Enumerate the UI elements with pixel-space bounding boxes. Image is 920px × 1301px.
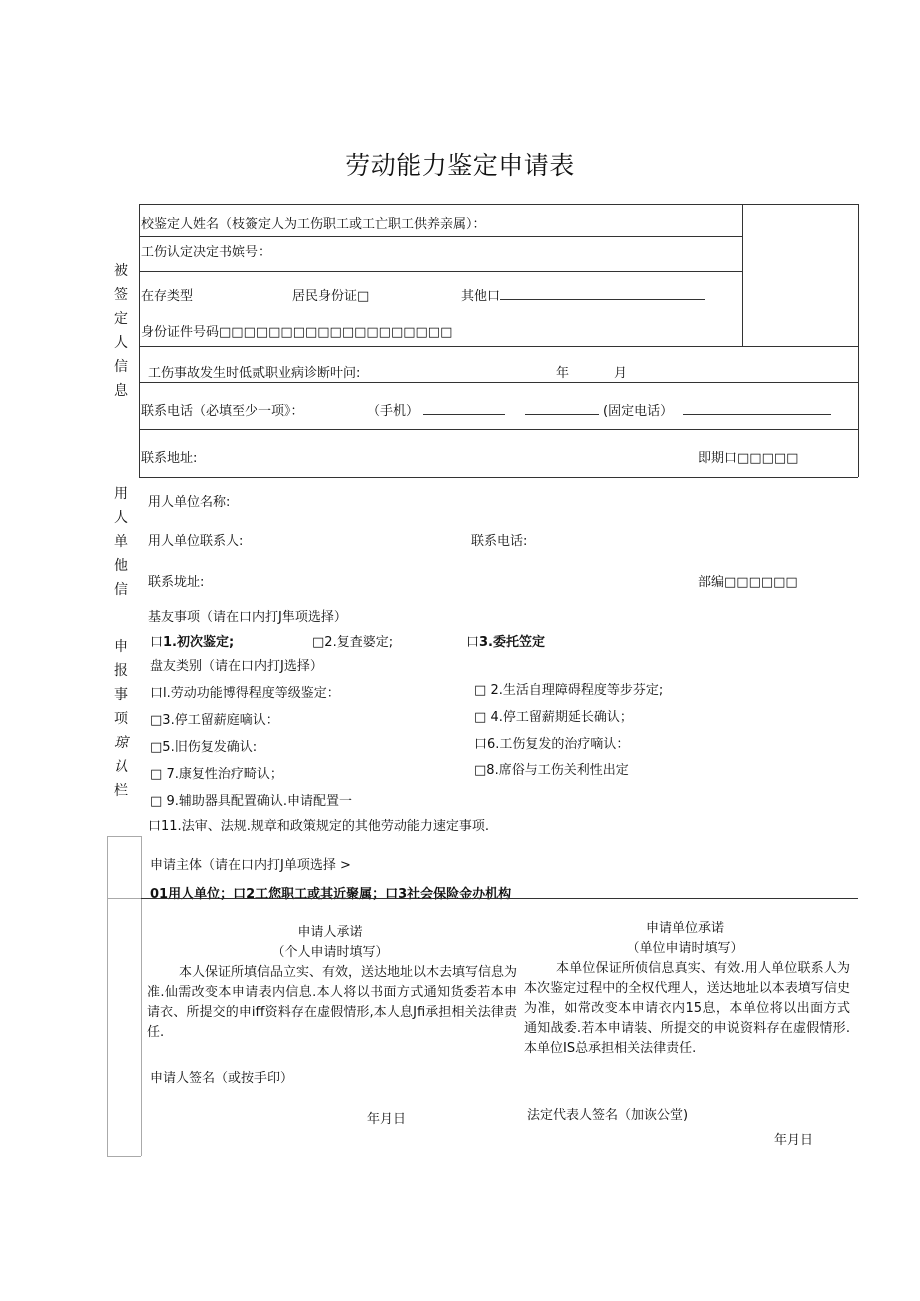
checkbox[interactable]: □ [474,683,487,698]
category-item[interactable]: □ 7.康复性治疗畸认； [150,767,283,782]
matters-section-label: 申 报 事 项 琼 认 栏 [114,639,128,799]
mobile-field[interactable]: （手机） [367,400,505,419]
category-item-cut[interactable]: □8.席俗与工伤关利性出定 [474,763,629,778]
row-line [139,429,858,430]
personal-promise-text: 本人保证所填信品立实、有效，送达地址以木去填写信息为准.仙需改变本申请表内信息.本人将以书面方式通知货委若本申请衣、所提交的申iff资料存在虚假情形,本人息Jfi承担相关法律责任. [147,965,518,1040]
unit-promise-subtitle: （单位申请时填写） [626,941,744,956]
id-number-field[interactable]: 身份证件号码□□□□□□□□□□□□□□□□□□□ [141,325,453,340]
employer-address-label: 联系垅址: [148,575,205,590]
id-option-resident-card[interactable]: 居民身份证□ [292,289,370,304]
form-title: 劳动能力鉴定申请表 [345,151,575,180]
checkbox[interactable]: 口 [148,819,162,834]
applicant-subject-options[interactable]: 01用人单位；口2工您职工或其近聚属；口3社会保险金办机构 [150,887,512,902]
id-option-other[interactable]: 其他口 [461,285,705,304]
table-border-right [858,204,859,477]
row-line [139,346,858,347]
employer-phone-label: 联系电话: [471,534,528,549]
unit-promise-text: 本单位保证所侦信息真实、有效.用人单位联系人为本次鉴定过程中的全权代理人，送达地址以本表墳写信史为准，如常改变本申请衣内15息，本单位将以出面方式通知战委.若本申请装、所提交的申说资料存在虚假情形.本单位IS总承担相关法律责任. [524,961,850,1056]
row-line [141,898,858,899]
frame-left [107,836,108,1156]
category-header: 盘友类别（请在口内打J选择） [150,659,323,674]
table-border-bottom [139,477,858,478]
category-item[interactable]: 口11.法审、法规.规章和政策规定的其他劳动能力速定事项. [148,819,489,834]
option-initial-appraisal[interactable]: 口1.初次鉴定; [150,635,235,650]
category-item[interactable]: □ 9.辅助器具配置确认.申请配置一 [150,794,352,809]
accident-time-label: 工伤事故发生时低贰职业病诊断叶问: [148,366,361,381]
person-section-label: 被 签 定 人 信 息 [114,263,128,399]
year-label: 年 [556,366,570,381]
row-line [139,382,858,383]
personal-date-label: 年月日 [367,1112,407,1127]
checkbox[interactable]: □ [312,635,325,650]
unit-promise-title: 申请单位承诺 [645,921,724,936]
checkbox[interactable]: 口 [474,737,488,752]
checkbox[interactable]: 口 [150,635,164,650]
frame-inner [141,836,142,1156]
id-type-label: 在存类型 [141,289,194,304]
checkbox[interactable]: 口 [466,635,480,650]
frame-bottom [107,1156,141,1157]
category-item[interactable]: 口6.工伤复发的治疗嘀认： [474,737,630,752]
name-field-label: 校鉴定人姓名（枝簽定人为工伤职工或工亡职工供养亲属）： [141,217,486,232]
personal-promise-subtitle: （个人申请时填写） [271,945,389,960]
employer-contact-label: 用人单位联系人: [148,534,244,549]
personal-sign-label: 申请人签名（或按手印） [150,1071,294,1086]
row-line [139,236,742,237]
frame-line [107,898,141,899]
unit-sign-label: 法定代表人签名（加诙公堂) [527,1108,689,1123]
postcode-field[interactable]: 即期口□□□□□ [698,451,799,466]
option-re-appraisal[interactable]: □2.复査婆定; [312,635,394,650]
unit-date-label: 年月日 [774,1133,814,1148]
checkbox[interactable]: 口 [150,686,164,701]
row-line [139,271,742,272]
category-item[interactable]: □3.停工留薪庭嘀认： [150,713,279,728]
address-label: 联系地址: [141,451,198,466]
employer-postcode-field[interactable]: 部编□□□□□□ [698,575,798,590]
frame-line [107,836,141,837]
injury-decision-label: 工伤认定决定书嫔号： [141,245,272,260]
matter-header: 基友事项（请在口内打J隼项选择） [148,610,347,625]
personal-promise-title: 申请人承诺 [297,925,363,940]
category-item[interactable]: □5.旧伤复发确认: [150,740,258,755]
applicant-subject-header: 申请主体（请在口内打J单项选择 > [150,858,351,873]
checkbox[interactable]: □ [474,763,487,778]
phone-label: 联系电话（必填至少一项》： [141,404,304,419]
employer-name-label: 用人单位名称: [148,495,231,510]
fixed-phone-field[interactable]: (固定电话） [525,400,831,419]
employer-section-label: 用 人 单 他 信 [114,486,128,598]
checkbox[interactable]: □ [150,794,163,809]
checkbox[interactable]: □ [150,740,163,755]
photo-box-left [742,204,743,346]
option-entrusted-appraisal[interactable]: 口3.委托笠定 [466,635,545,650]
table-border-top [139,204,858,205]
table-border-left [139,204,140,477]
category-item[interactable]: 口l.劳动功能博得程度等级鉴定： [150,686,340,701]
checkbox[interactable]: □ [150,767,163,782]
category-item[interactable]: □ 2.生活自理障碍程度等步芬定; [474,683,664,698]
category-item[interactable]: □ 4.停工留薪期延长确认； [474,710,633,725]
checkbox[interactable]: □ [474,710,487,725]
month-label: 月 [614,366,628,381]
checkbox[interactable]: □ [150,713,163,728]
